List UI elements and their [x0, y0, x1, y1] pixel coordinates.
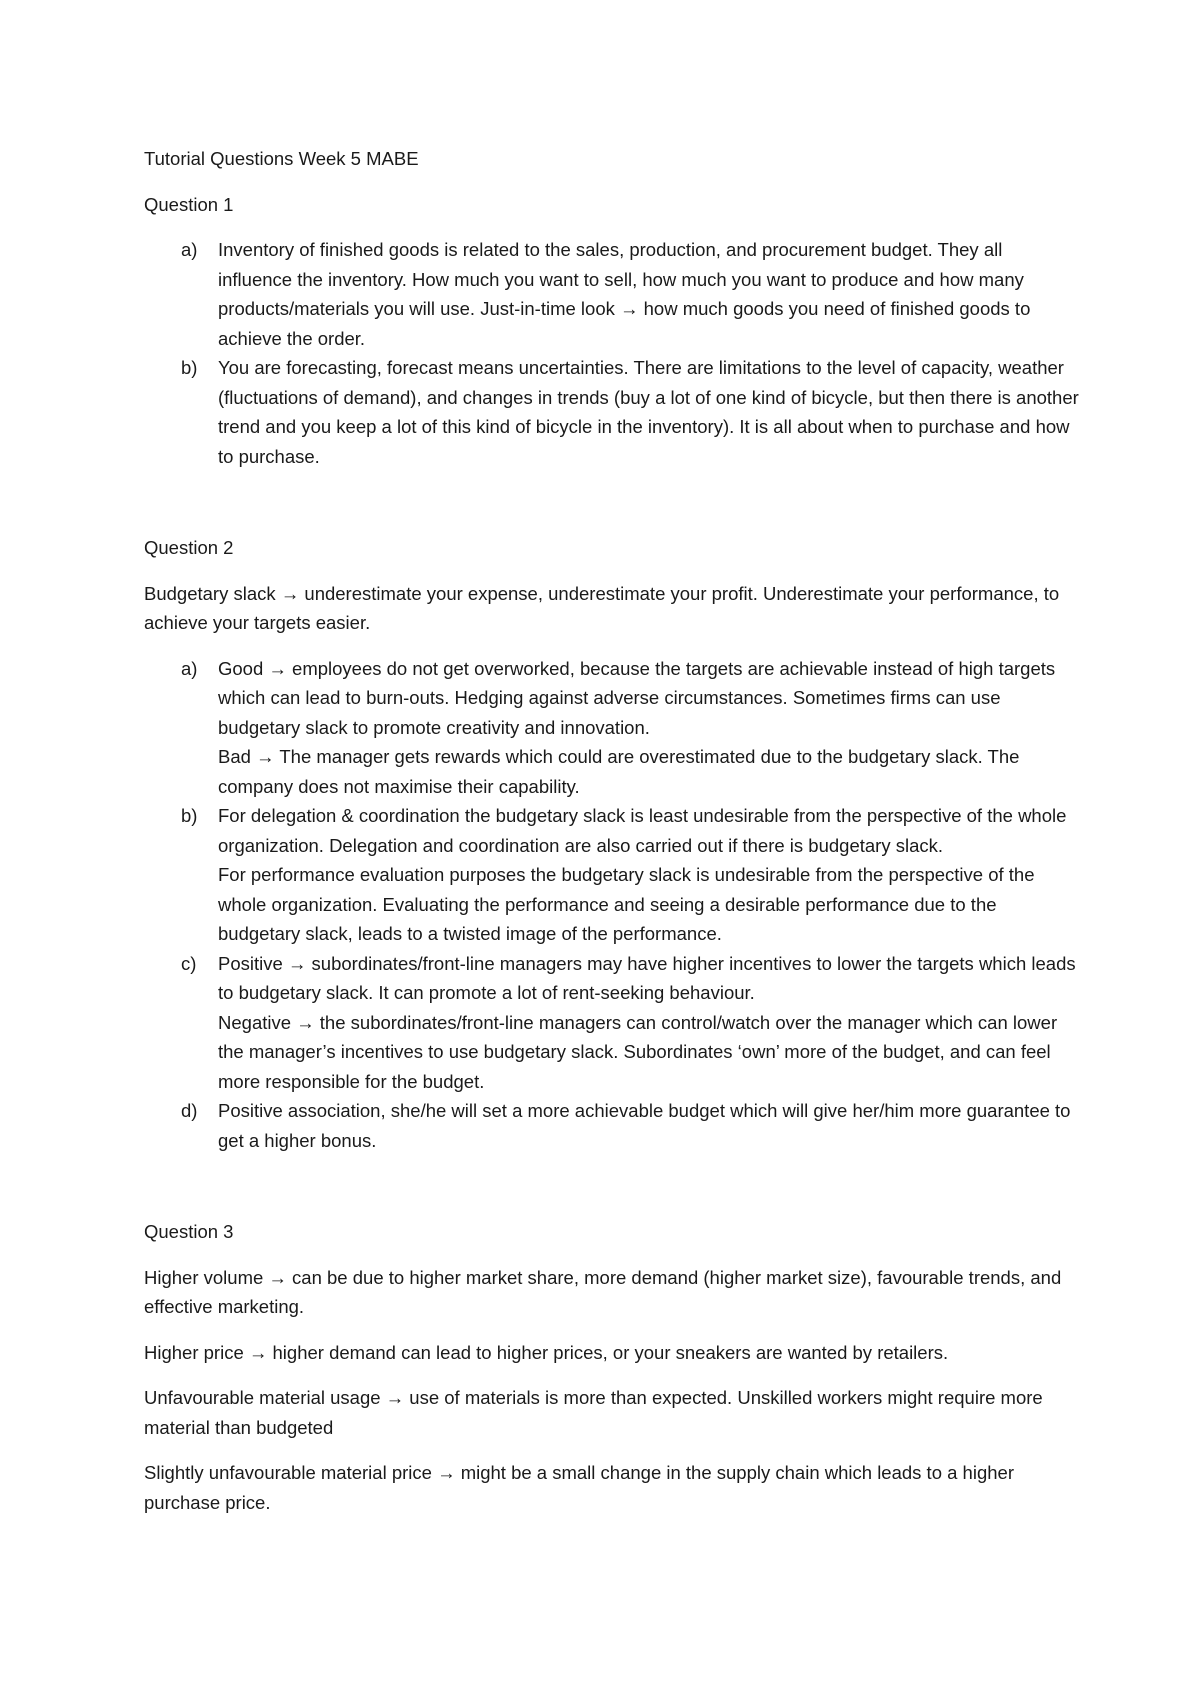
list-item — [144, 654, 1080, 802]
list-marker: b) — [181, 805, 198, 826]
section-spacer — [144, 487, 1080, 533]
question-2-list — [144, 654, 1080, 1156]
document-title: Tutorial Questions Week 5 MABE — [144, 148, 419, 169]
list-item-text: Negative → the subordinates/front-line managers can control/watch over the manager which can lower the manager’s incentives to use budgetary slack. Subordinates ‘own’ more of the budget, and can feel more responsible for the budget. — [218, 1011, 1058, 1092]
list-item — [144, 353, 1080, 471]
question-1-list — [144, 235, 1080, 471]
list-item-text: Good → employees do not get overworked, because the targets are achievable instead of high targets which can lead to burn-outs. Hedging against adverse circumstances. Sometimes firms can use budgetary slack to promote creativity and innovation. — [218, 657, 1056, 738]
question-3-paragraph: Slightly unfavourable material price → might be a small change in the supply chain which leads to a higher purchase price. — [144, 1462, 1014, 1513]
list-marker: b) — [181, 357, 198, 378]
list-marker: a) — [181, 657, 198, 679]
list-item-text: Positive → subordinates/front-line managers may have higher incentives to lower the targets which leads to budgetary slack. It can promote a lot of rent-seeking behaviour. — [218, 952, 1076, 1003]
list-item-text: Positive association, she/he will set a more achievable budget which will give her/him more guarantee to get a higher bonus. — [218, 1100, 1071, 1151]
list-item-text: You are forecasting, forecast means uncertainties. There are limitations to the level of capacity, weather (fluctuations of demand), and changes in trends (buy a lot of one kind of bicycle, but then there is another trend and you keep a lot of this kind of bicycle in the inventory). It is all about when to purchase and how to purchase. — [218, 357, 1079, 467]
question-3-paragraph: Unfavourable material usage → use of materials is more than expected. Unskilled workers might require more material than budgeted — [144, 1387, 1043, 1438]
list-marker: a) — [181, 239, 198, 260]
list-item-text: For delegation & coordination the budgetary slack is least undesirable from the perspective of the whole organization. Delegation and coordination are also carried out if there is budgetary slack. — [218, 805, 1067, 856]
question-3-paragraph: Higher volume → can be due to higher market share, more demand (higher market size), favourable trends, and effective marketing. — [144, 1266, 1062, 1317]
question-3-paragraph: Higher price → higher demand can lead to higher prices, or your sneakers are wanted by retailers. — [144, 1341, 949, 1363]
list-item — [144, 949, 1080, 1097]
question-2-intro: Budgetary slack → underestimate your expense, underestimate your profit. Underestimate your performance, to achieve your targets easier. — [144, 582, 1060, 633]
list-item — [144, 801, 1080, 949]
list-item-text: For performance evaluation purposes the budgetary slack is undesirable from the perspective of the whole organization. Evaluating the performance and seeing a desirable performance due to the budgetary slack, leads to a twisted image of the performance. — [218, 864, 1035, 944]
list-item-text: Bad → The manager gets rewards which could are overestimated due to the budgetary slack. The company does not maximise their capability. — [218, 746, 1020, 797]
list-marker: c) — [181, 952, 197, 974]
list-item-text: Inventory of finished goods is related to the sales, production, and procurement budget. They all influence the inventory. How much you want to sell, how much you want to produce and how many products/materials you will use. Just-in-time look → how much goods you need of finished goods to achieve the order. — [218, 239, 1031, 349]
list-item — [144, 235, 1080, 353]
question-1-heading: Question 1 — [144, 193, 234, 215]
question-2-heading: Question 2 — [144, 537, 234, 558]
question-3-heading: Question 3 — [144, 1221, 234, 1242]
list-marker: d) — [181, 1100, 198, 1121]
section-spacer — [144, 1171, 1080, 1217]
list-item — [144, 1096, 1080, 1155]
